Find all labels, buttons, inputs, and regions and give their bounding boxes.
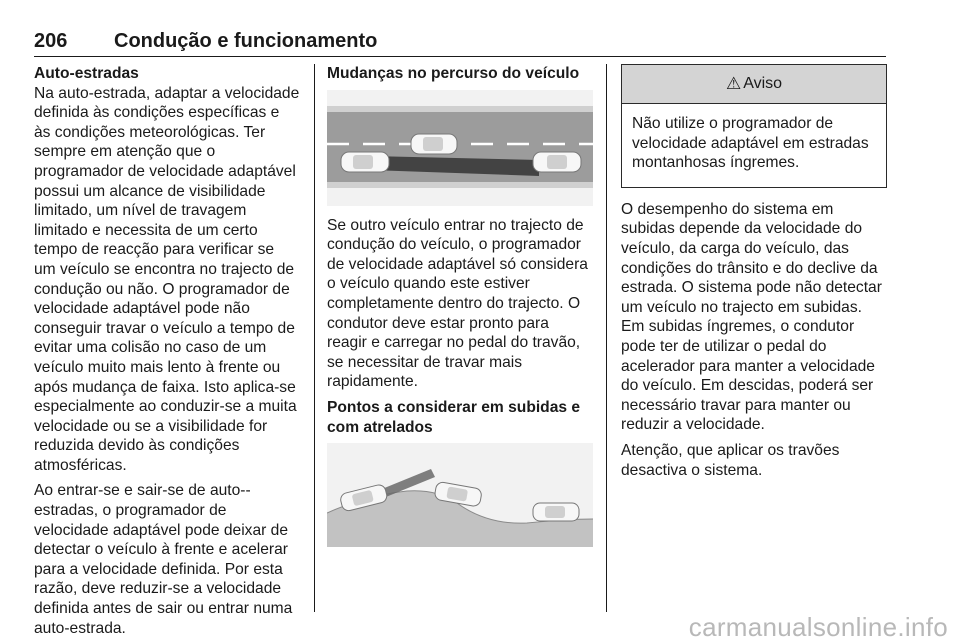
- car-valley: [533, 503, 579, 521]
- column-divider-2: [606, 64, 607, 612]
- section-heading-highways: Auto-estradas: [34, 65, 139, 82]
- site-watermark: carmanualsonline.info: [688, 612, 948, 642]
- page-number: 206: [34, 30, 68, 52]
- car-center: [411, 134, 457, 154]
- car-left: [341, 152, 389, 172]
- section-heading-slopes-trailers: Pontos a considerar em subidas e com atrelados: [327, 398, 581, 436]
- column-1: [34, 64, 300, 644]
- warning-triangle-icon: ⚠: [725, 74, 742, 94]
- column-2: [327, 64, 593, 557]
- column-3: [621, 64, 887, 486]
- lane-change-illustration: [327, 90, 593, 206]
- column-divider-1: [314, 64, 315, 612]
- slopes-illustration: [327, 443, 593, 547]
- page-header: [34, 30, 886, 57]
- slopes-paragraph-2: Atenção, que aplicar os travões desactiva o sistema.: [621, 441, 840, 479]
- warning-box: [621, 64, 887, 188]
- car-right: [533, 152, 581, 172]
- warning-header: [622, 65, 886, 104]
- highways-paragraph-2: Ao entrar-se e sair-se de auto--estradas, o programador de velocidade adaptável pode deixar de detectar o veículo à frente e acelerar para a velocidade definida. Por esta razão, deve reduzir-se a velocidade definida antes de sair ou entrar numa auto-estrada.: [34, 482, 293, 637]
- lane-change-paragraph: Se outro veículo entrar no trajecto de condução do veículo, o programador de velocidade adaptável só considera o veículo quando este estiver completamente dentro do trajecto. O condutor deve estar pronto para reagir e carregar no pedal do travão, se necessitar de travar mais rapidamente.: [327, 216, 588, 391]
- chapter-title: Condução e funcionamento: [114, 30, 378, 52]
- slopes-paragraph-1: O desempenho do sistema em subidas depende da velocidade do veículo, da carga do veículo, das condições do trânsito e do declive da estrada. O sistema pode não detectar um veículo no trajecto em subidas. Em subidas íngremes, o condutor pode ter de utilizar o pedal do acelerador para manter a velocidade do veículo. Em descidas, poderá ser necessário travar para manter ou reduzir a velocidade.: [621, 200, 882, 434]
- warning-title: Aviso: [743, 75, 783, 93]
- section-heading-lane-change: Mudanças no percurso do veículo: [327, 65, 580, 82]
- warning-text: Não utilize o programador de velocidade adaptável em estradas montanhosas íngremes.: [632, 115, 869, 172]
- highways-paragraph-1: Na auto-estrada, adaptar a velocidade definida às condições específicas e às condições meteorológicas. Ter sempre em atenção que o programador de velocidade adaptável possui um alcance de visibilidade limitado, um nível de travagem limitado e necessita de um certo tempo de reacção para verificar se um veículo se encontra no trajecto de condução ou não. O programador de velocidade adaptável pode não conseguir travar o veículo a tempo de evitar uma colisão no caso de um veículo muito mais lento à frente ou após mudança de faixa. Isto aplica-se especialmente ao conduzir-se a muita velocidade ou se a visibilidade for reduzida devido às condições atmosféricas.: [34, 84, 300, 474]
